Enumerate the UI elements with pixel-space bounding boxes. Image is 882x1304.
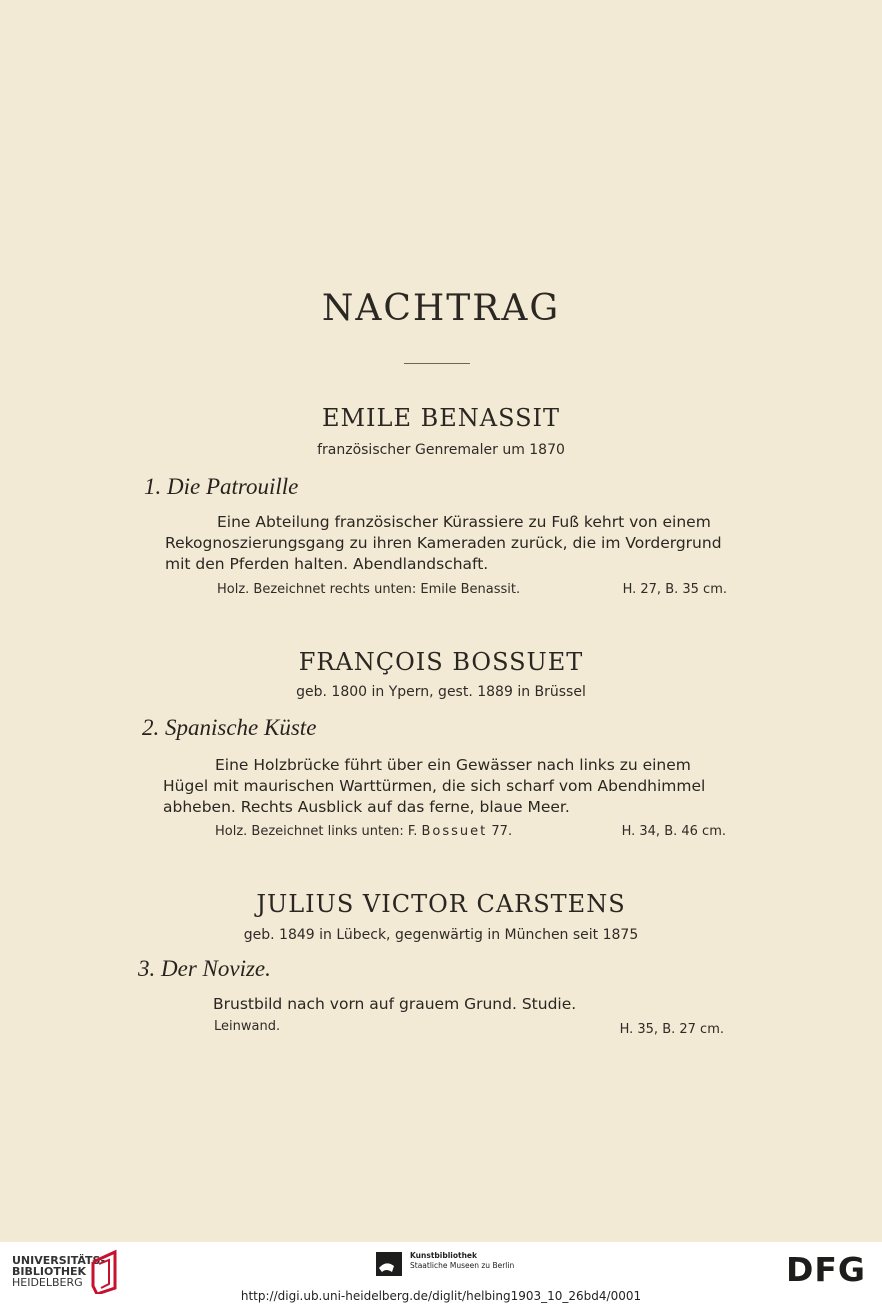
artist-name-2: FRANÇOIS BOSSUET: [298, 648, 584, 676]
description-line: Eine Holzbrücke führt über ein Gewässer nach links zu einem: [215, 756, 691, 774]
permalink-url[interactable]: http://digi.ub.uni-heidelberg.de/diglit/helbing1903_10_26bd4/0001: [240, 1289, 642, 1303]
lot-dimensions-3: H. 35, B. 27 cm.: [619, 1022, 724, 1037]
library-name: UNIVERSITÄTS- BIBLIOTHEK HEIDELBERG: [12, 1254, 106, 1289]
artist-signature: Bossuet: [421, 824, 488, 839]
lot-medium-2: Holz. Bezeichnet links unten: F. Bossuet 77.: [215, 824, 513, 839]
kunstbibliothek-logo-icon: [376, 1252, 402, 1276]
lot-description-1: [165, 512, 742, 575]
ub-heidelberg-logo-icon: [89, 1248, 123, 1294]
lot-title-1: 1. Die Patrouille: [144, 474, 299, 499]
lot-description-3: [213, 994, 713, 1015]
lot-description-2: [163, 755, 741, 818]
artist-name-1: EMILE BENASSIT: [321, 404, 561, 432]
artist-name-3: JULIUS VICTOR CARSTENS: [256, 890, 626, 918]
artist-info-1: französischer Genremaler um 1870: [317, 442, 565, 458]
artist-info-2: geb. 1800 in Ypern, gest. 1889 in Brüssel: [296, 684, 586, 700]
lot-medium-3: Leinwand.: [214, 1019, 281, 1034]
lot-dimensions-1: H. 27, B. 35 cm.: [622, 582, 727, 597]
description-line: abheben. Rechts Ausblick auf das ferne, blaue Meer.: [163, 798, 570, 816]
description-line: Rekognoszierungsgang zu ihren Kameraden zurück, die im Vordergrund: [165, 534, 722, 552]
kunstbibliothek-name: Kunstbibliothek Staatliche Museen zu Berlin: [410, 1251, 515, 1270]
description-line: Hügel mit maurischen Warttürmen, die sich scharf vom Abendhimmel: [163, 777, 706, 795]
description-line: Brustbild nach vorn auf grauem Grund. Studie.: [213, 995, 577, 1013]
title-divider: [404, 363, 470, 364]
lot-title-3: 3. Der Novize.: [138, 956, 271, 981]
description-line: mit den Pferden halten. Abendlandschaft.: [165, 555, 489, 573]
lot-title-2: 2. Spanische Küste: [142, 715, 317, 740]
artist-info-3: geb. 1849 in Lübeck, gegenwärtig in München seit 1875: [243, 927, 639, 943]
lot-medium-1: Holz. Bezeichnet rechts unten: Emile Benassit.: [217, 582, 521, 597]
lot-dimensions-2: H. 34, B. 46 cm.: [621, 824, 726, 839]
dfg-logo: DFG: [786, 1250, 867, 1289]
description-line: Eine Abteilung französischer Kürassiere zu Fuß kehrt von einem: [217, 513, 711, 531]
page-title: NACHTRAG: [321, 288, 561, 329]
